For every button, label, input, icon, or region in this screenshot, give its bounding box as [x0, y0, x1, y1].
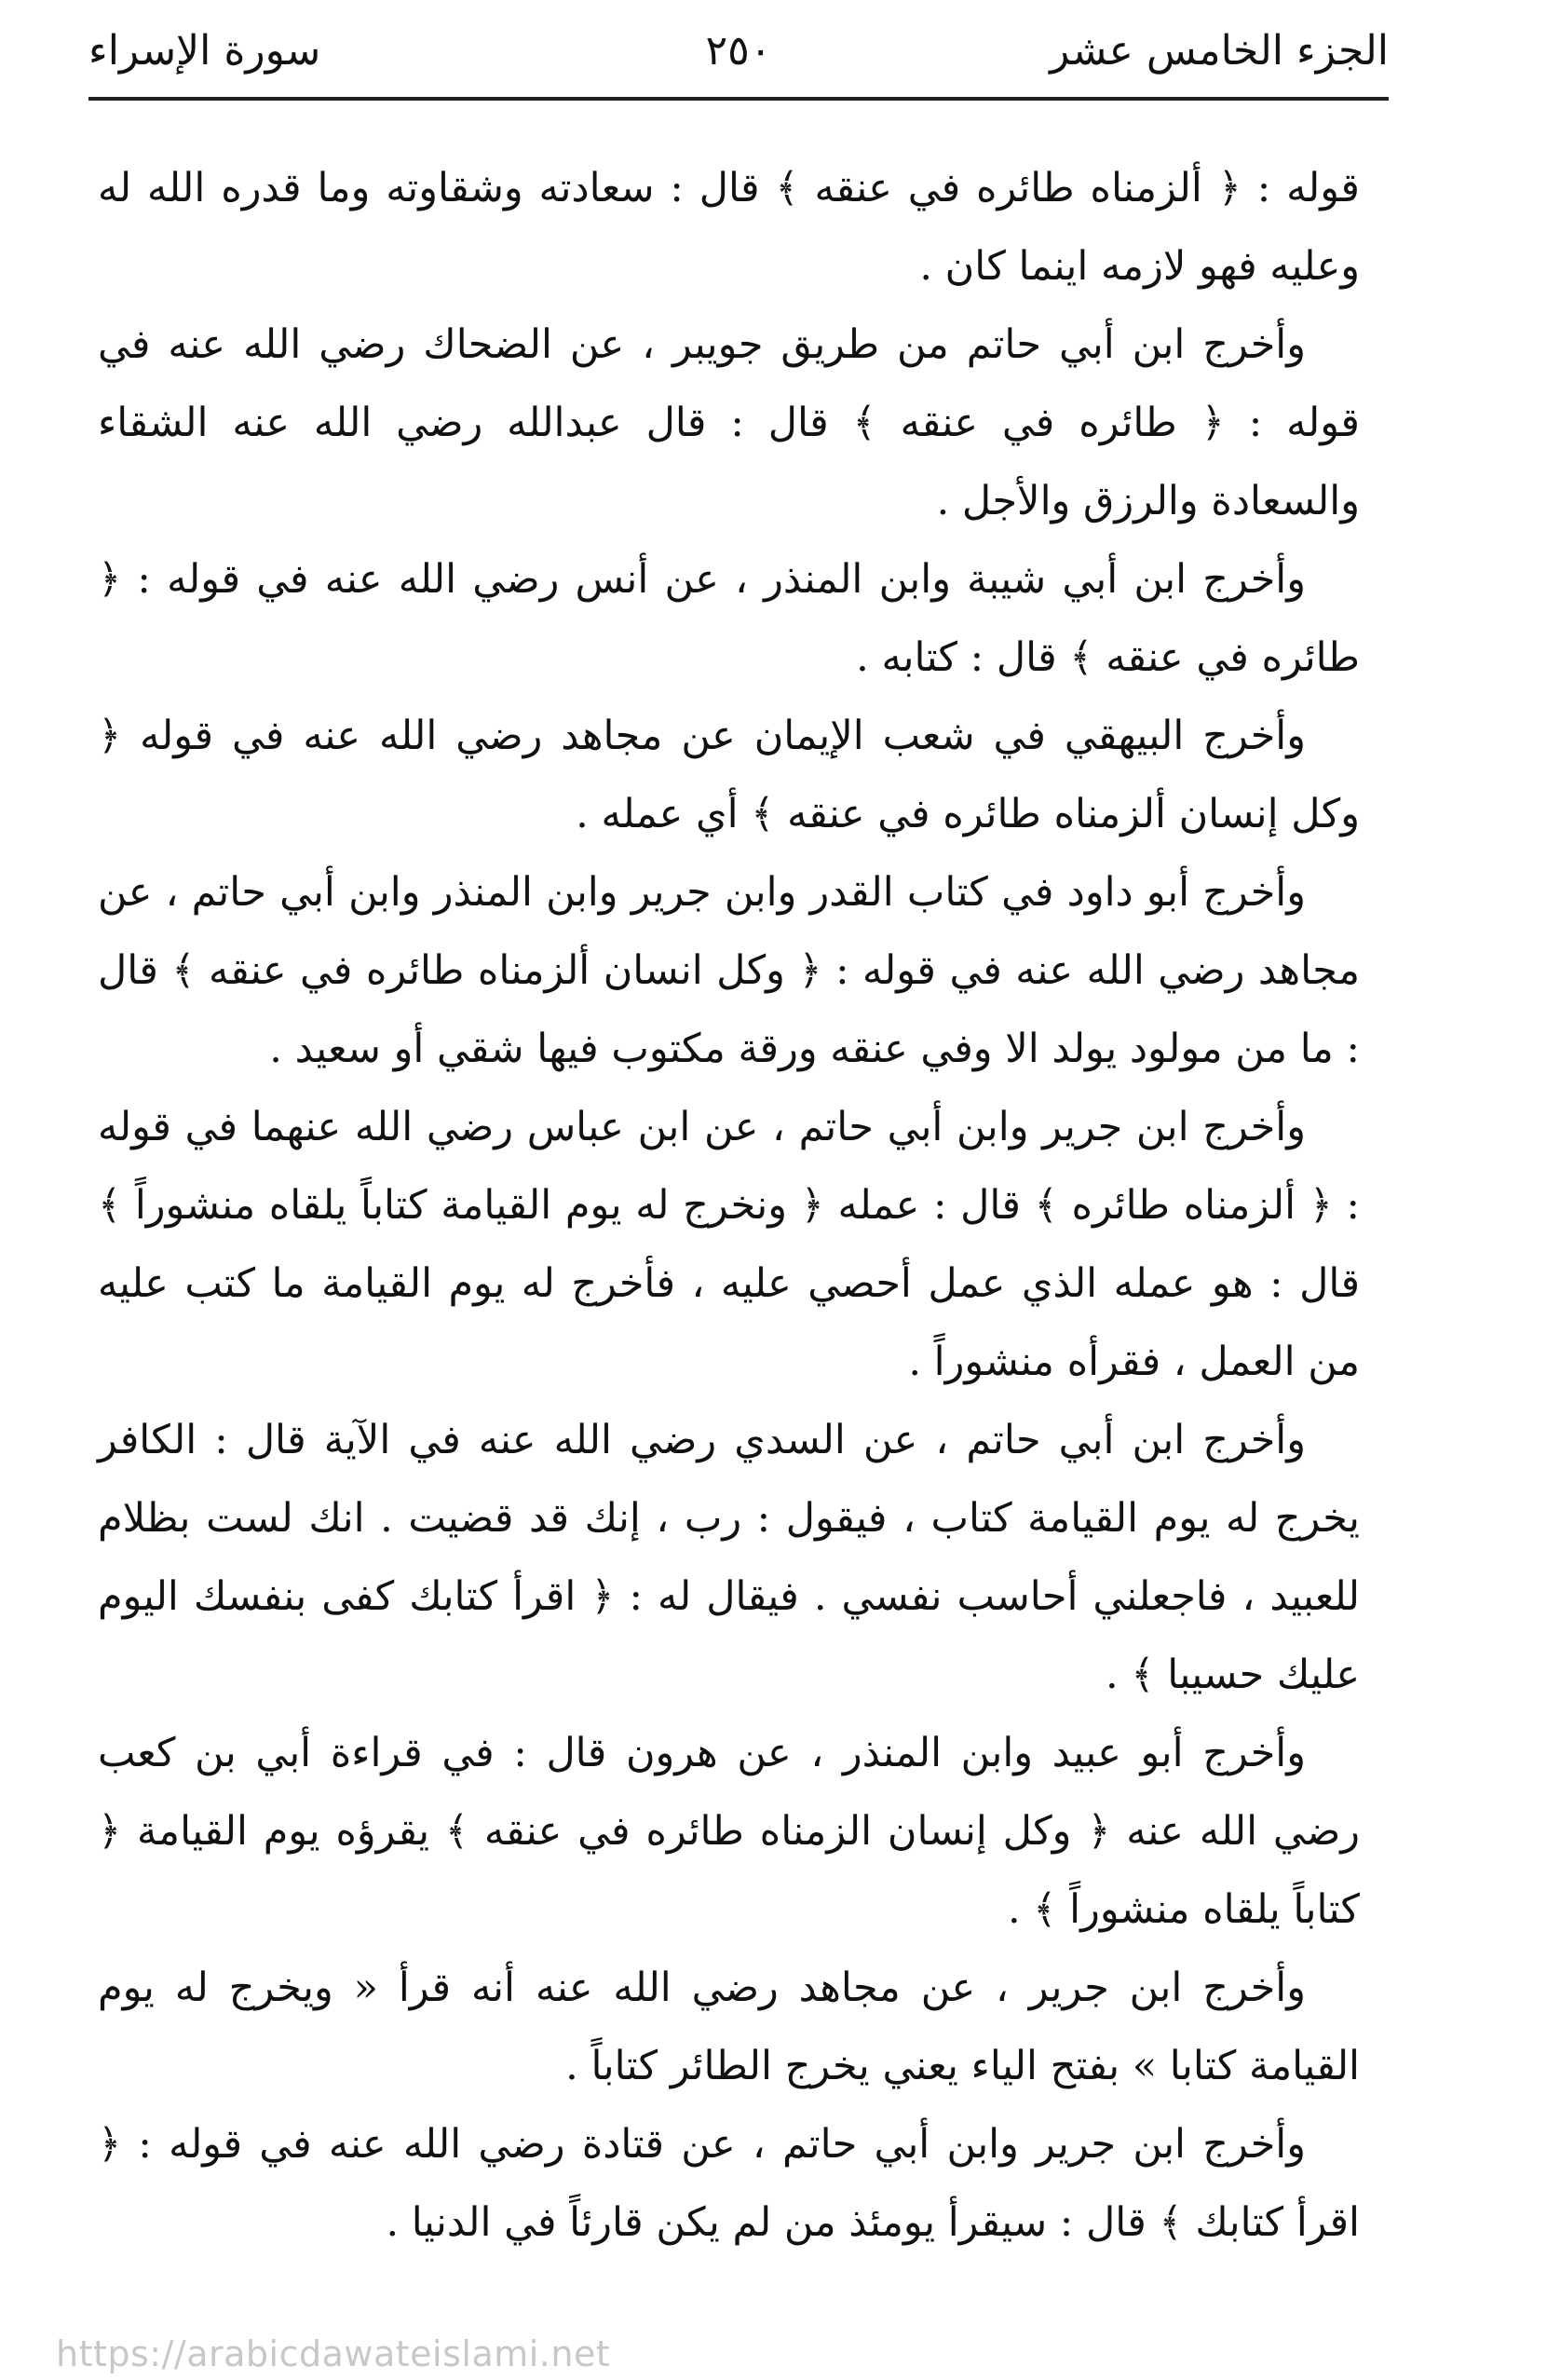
surah-title: سورة الإسراء	[88, 27, 321, 75]
paragraph: وأخرج البيهقي في شعب الإيمان عن مجاهد رضي الله عنه في قوله ﴿ وكل إنسان ألزمناه طائره في عنقه ﴾ أي عمله .	[98, 713, 1360, 837]
paragraph: وأخرج ابن أبي حاتم ، عن السدي رضي الله عنه في الآية قال : الكافر يخرج له يوم القيامة كتاب ، فيقول : رب ، إنك قد قضيت . انك لست بظلام للعبيد ، فاجعلني أحاسب نفسي . فيقال له : ﴿ اقرأ كتابك كفى بنفسك اليوم عليك حسيبا ﴾ .	[98, 1417, 1360, 1698]
paragraph: وأخرج أبو داود في كتاب القدر وابن جرير وابن المنذر وابن أبي حاتم ، عن مجاهد رضي الله عنه في قوله : ﴿ وكل انسان ألزمناه طائره في عنقه ﴾ قال : ما من مولود يولد الا وفي عنقه ورقة مكتوب فيها شقي أو سعيد .	[98, 869, 1360, 1072]
paragraph: وأخرج ابن جرير وابن أبي حاتم ، عن قتادة رضي الله عنه في قوله : ﴿ اقرأ كتابك ﴾ قال : سيقرأ يومئذ من لم يكن قارئاً في الدنيا .	[98, 2121, 1360, 2246]
header-divider	[88, 97, 1389, 101]
part-title: الجزء الخامس عشر	[1050, 27, 1389, 75]
page-body	[98, 149, 1360, 2262]
paragraph: وأخرج ابن جرير وابن أبي حاتم ، عن ابن عباس رضي الله عنهما في قوله : ﴿ ألزمناه طائره ﴾ قال : عمله ﴿ ونخرج له يوم القيامة كتاباً يلقاه منشوراً ﴾ قال : هو عمله الذي عمل أحصي عليه ، فأخرج له يوم القيامة ما كتب عليه من العمل ، فقرأه منشوراً .	[98, 1104, 1360, 1385]
page-header	[88, 20, 1389, 82]
paragraph: وأخرج ابن أبي شيبة وابن المنذر ، عن أنس رضي الله عنه في قوله : ﴿ طائره في عنقه ﴾ قال : كتابه .	[98, 556, 1360, 681]
page-number: ٢٥٠	[705, 27, 772, 75]
paragraph: وأخرج ابن أبي حاتم من طريق جويبر ، عن الضحاك رضي الله عنه في قوله : ﴿ طائره في عنقه ﴾ قال : قال عبدالله رضي الله عنه الشقاء والسعادة والرزق والأجل .	[98, 321, 1360, 524]
paragraph: وأخرج أبو عبيد وابن المنذر ، عن هرون قال : في قراءة أبي بن كعب رضي الله عنه ﴿ وكل إنسان الزمناه طائره في عنقه ﴾ يقرؤه يوم القيامة ﴿ كتاباً يلقاه منشوراً ﴾ .	[98, 1730, 1360, 1933]
paragraph: قوله : ﴿ ألزمناه طائره في عنقه ﴾ قال : سعادته وشقاوته وما قدره الله له وعليه فهو لازمه اينما كان .	[98, 165, 1360, 290]
source-watermark: https://arabicdawateislami.net	[56, 2333, 611, 2374]
paragraph: وأخرج ابن جرير ، عن مجاهد رضي الله عنه أنه قرأ « ويخرج له يوم القيامة كتابا » بفتح الياء يعني يخرج الطائر كتاباً .	[98, 1965, 1360, 2089]
